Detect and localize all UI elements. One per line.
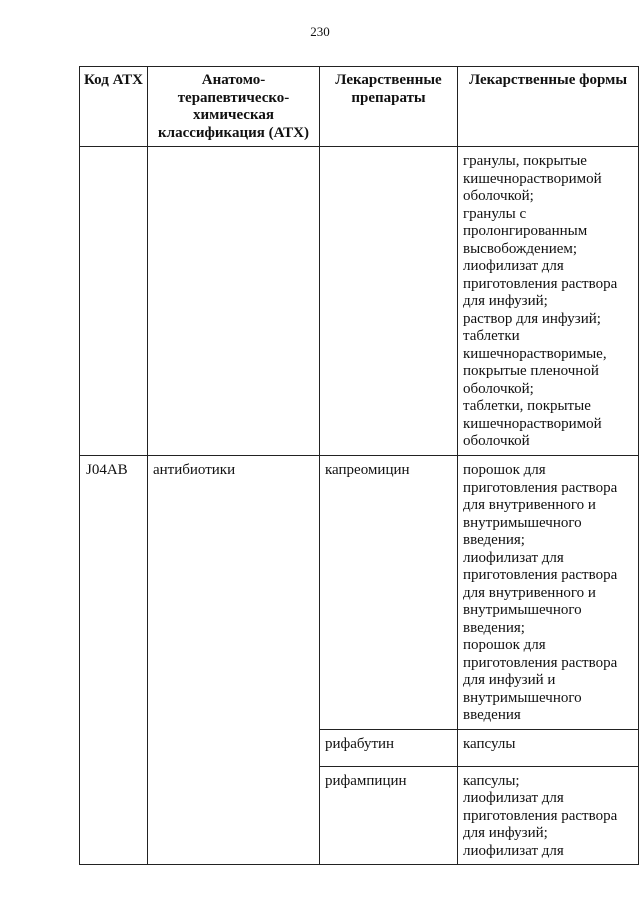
form-line: внутримышечного bbox=[463, 602, 582, 618]
drug-name-cell: капреомицин bbox=[320, 456, 458, 730]
atc-code-cell: J04AB bbox=[80, 456, 148, 865]
dosage-forms-cell bbox=[458, 766, 639, 865]
form-line: кишечнорастворимой bbox=[463, 170, 602, 187]
dosage-forms-cell bbox=[458, 729, 639, 766]
form-line: порошок для bbox=[463, 462, 546, 478]
empty-code-cell bbox=[80, 147, 148, 456]
form-line: лиофилизат для bbox=[463, 549, 564, 566]
form-line: высвобождением; bbox=[463, 240, 578, 257]
form-line: таблетки bbox=[463, 328, 520, 344]
empty-drug-cell bbox=[320, 147, 458, 456]
table-row bbox=[80, 147, 639, 456]
header-dosage-forms: Лекарственные формы bbox=[458, 67, 639, 147]
form-line: пролонгированным bbox=[463, 223, 588, 239]
form-line: для инфузий; bbox=[463, 293, 548, 309]
form-line: для внутривенного и bbox=[463, 584, 596, 601]
form-line: для внутривенного и bbox=[463, 497, 596, 513]
form-line: приготовления раствора bbox=[463, 479, 618, 496]
form-line: для инфузий и bbox=[463, 672, 556, 688]
dosage-forms-cell bbox=[458, 147, 639, 456]
form-line: таблетки, покрытые bbox=[463, 398, 591, 414]
atc-drug-table bbox=[79, 66, 639, 865]
form-line: кишечнорастворимой bbox=[463, 415, 602, 432]
form-line: приготовления раствора bbox=[463, 567, 618, 583]
form-line: гранулы, покрытые bbox=[463, 153, 587, 169]
form-line: порошок для bbox=[463, 637, 546, 653]
form-line: капсулы bbox=[463, 735, 516, 752]
page-number: 230 bbox=[310, 24, 330, 39]
form-line: введения; bbox=[463, 619, 525, 636]
form-line: лиофилизат для bbox=[463, 842, 564, 859]
form-line: оболочкой bbox=[463, 433, 530, 449]
form-line: приготовления раствора bbox=[463, 275, 618, 292]
empty-classification-cell bbox=[148, 147, 320, 456]
form-line: покрытые пленочной bbox=[463, 363, 599, 379]
classification-cell: антибиотики bbox=[148, 456, 320, 865]
form-line: гранулы с bbox=[463, 205, 527, 222]
form-line: кишечнорастворимые, bbox=[463, 345, 607, 362]
table-row bbox=[80, 456, 639, 730]
form-line: лиофилизат для bbox=[463, 790, 564, 806]
form-line: раствор для инфузий; bbox=[463, 310, 601, 327]
form-line: для инфузий; bbox=[463, 825, 548, 841]
form-line: приготовления раствора bbox=[463, 807, 618, 824]
form-line: приготовления раствора bbox=[463, 654, 618, 671]
form-line: внутримышечного bbox=[463, 514, 582, 531]
form-line: лиофилизат для bbox=[463, 258, 564, 274]
header-atc-classification: Анатомо-терапевтическо-химическая классификация (АТХ) bbox=[148, 67, 320, 147]
drug-name-cell: рифампицин bbox=[320, 766, 458, 865]
form-line: введения; bbox=[463, 532, 525, 548]
form-line: капсулы; bbox=[463, 772, 520, 789]
form-line: введения bbox=[463, 707, 521, 723]
header-atc-code: Код АТХ bbox=[80, 67, 148, 147]
drug-name-cell: рифабутин bbox=[320, 729, 458, 766]
header-drugs: Лекарственные препараты bbox=[320, 67, 458, 147]
table-header-row bbox=[80, 67, 639, 147]
form-line: внутримышечного bbox=[463, 689, 582, 706]
form-line: оболочкой; bbox=[463, 188, 534, 204]
form-line: оболочкой; bbox=[463, 380, 534, 397]
dosage-forms-cell bbox=[458, 456, 639, 730]
